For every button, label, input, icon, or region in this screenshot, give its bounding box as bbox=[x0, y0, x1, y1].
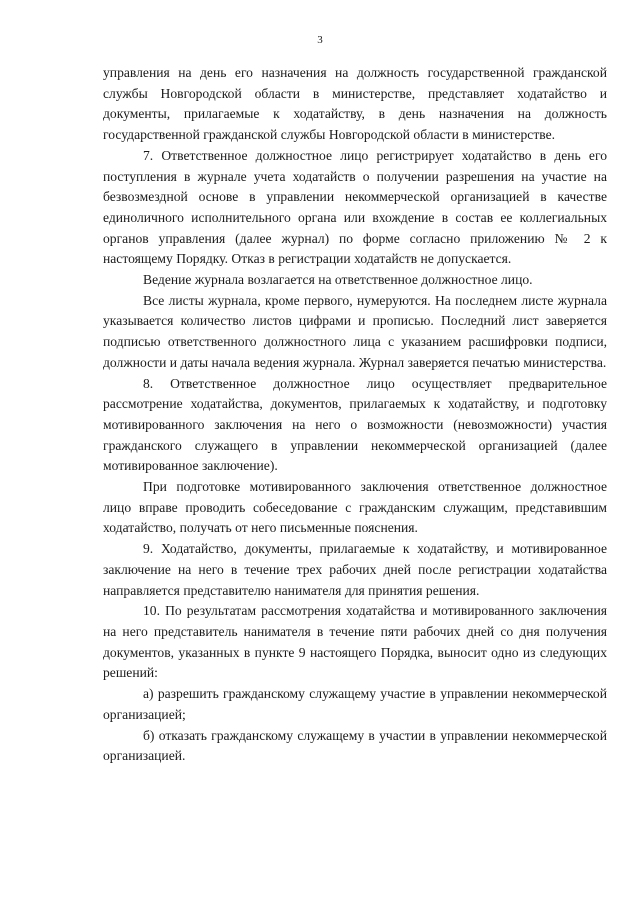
document-body bbox=[103, 63, 607, 767]
paragraph-item-7: 7. Ответственное должностное лицо регистрирует ходатайство в день его поступления в журнале учета ходатайств о получении разрешения на участие на безвозмездной основе в управлении некоммерческой организацией в качестве единоличного исполнительного органа или вхождение в состав ее коллегиальных органов управления (далее журнал) по форме согласно приложению № 2 к настоящему Порядку. Отказ в регистрации ходатайств не допускается. bbox=[103, 147, 607, 267]
paragraph-item-8: 8. Ответственное должностное лицо осуществляет предварительное рассмотрение ходатайства, документов, прилагаемых к ходатайству, и подготовку мотивированного заключения на него о возможности (невозможности) участия гражданского служащего в управлении некоммерческой организацией (далее мотивированное заключение). bbox=[103, 375, 607, 474]
paragraph-item-10: 10. По результатам рассмотрения ходатайства и мотивированного заключения на него представитель нанимателя в течение пяти рабочих дней со дня получения документов, указанных в пункте 9 настоящего Порядка, выносит одно из следующих решений: bbox=[103, 603, 607, 681]
paragraph-continuation: управления на день его назначения на должность государственной гражданской службы Новгородской области в министерстве, представляет ходатайство и документы, прилагаемые к ходатайству, в день назначения на должность государственной гражданской службы Новгородской области в министерстве. bbox=[103, 65, 607, 143]
paragraph-decision-b: б) отказать гражданскому служащему в участии в управлении некоммерческой организацией. bbox=[103, 727, 607, 764]
paragraph-journal-responsibility: Ведение журнала возлагается на ответственное должностное лицо. bbox=[143, 272, 533, 288]
paragraph-journal-numbering: Все листы журнала, кроме первого, нумеруются. На последнем листе журнала указывается количество листов цифрами и прописью. Последний лист заверяется подписью ответственного должностного лица с указанием расшифровки подписи, должности и даты начала ведения журнала. Журнал заверяется печатью министерства. bbox=[103, 292, 607, 370]
paragraph-decision-a: а) разрешить гражданскому служащему участие в управлении некоммерческой организацией; bbox=[103, 686, 607, 722]
page-number: 3 bbox=[317, 34, 323, 46]
paragraph-item-9: 9. Ходатайство, документы, прилагаемые к ходатайству, и мотивированное заключение на него в течение трех рабочих дней после регистрации ходатайства направляется представителю нанимателя для принятия решения. bbox=[103, 541, 607, 598]
paragraph-interview: При подготовке мотивированного заключения ответственное должностное лицо вправе проводить собеседование с гражданским служащим, представившим ходатайство, получать от него письменные пояснения. bbox=[103, 479, 607, 536]
